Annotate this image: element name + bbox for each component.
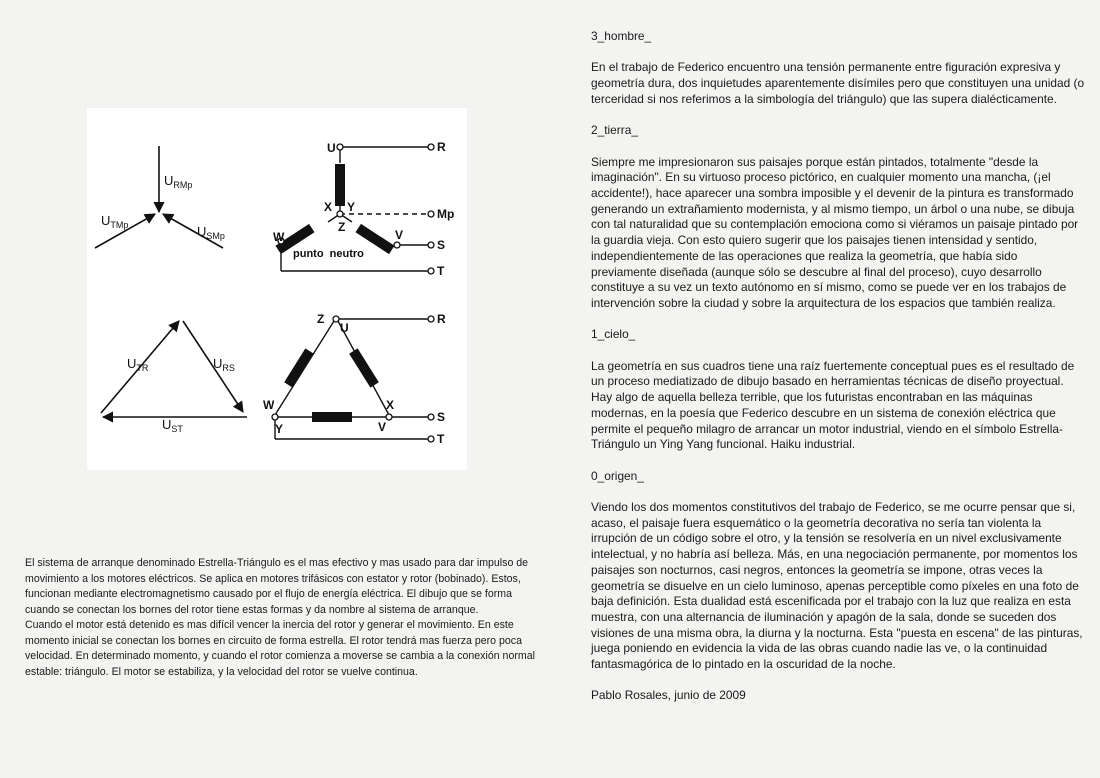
term-x: X <box>386 398 395 412</box>
coil-z-w <box>284 348 314 387</box>
line-mp: Mp <box>437 207 455 221</box>
term-u: U <box>340 321 349 335</box>
line-s: S <box>437 238 446 252</box>
star-circuit <box>273 140 454 278</box>
line-s: S <box>437 410 446 424</box>
term-v: V <box>378 420 387 434</box>
u-st-label: $U_{ST}$ <box>162 417 183 434</box>
section-body: La geometría en sus cuadros tiene una raíz fuertemente conceptual pues es el resultado de un proceso mediatizado de dibujo basado en herramientas técnicas de diseño proyectual. Hay algo de aquella belleza terrible, que los futuristas encontraban en las máquinas modernas, en la poesía que Federico descubre en un sistema de conexión eléctrica que permite el pequeño milagro de arrancar un motor industrial, viendo en el símbolo Estrella-Triángulo un Ying Yang funcional. Haiku industrial. <box>591 358 1075 452</box>
term-w: W <box>273 230 285 244</box>
caption-paragraph: Cuando el motor está detenido es mas difícil vencer la inercia del rotor y generar el movimiento. En este momento inicial se conectan los bornes en circuito de forma estrella. El rotor tendrá mas fuerza pero poca velocidad. En determinado momento, y cuando el rotor comienza a moverse se cambia a la conexión normal estable: triángulo. El motor se estabiliza, y la velocidad del rotor se vuelve continua. <box>25 619 535 678</box>
term-z: Z <box>317 312 325 326</box>
term-v: V <box>395 228 404 242</box>
signature: Pablo Rosales, junio de 2009 <box>591 688 746 703</box>
star-delta-diagram <box>87 108 467 470</box>
neutral-point-label: punto neutro <box>293 248 364 260</box>
term-x: X <box>324 200 333 214</box>
term-y: Y <box>347 200 356 214</box>
line-t: T <box>437 432 445 446</box>
section-body: En el trabajo de Federico encuentro una tensión permanente entre figuración expresiva y geometría dura, dos inquietudes aparentemente disímiles pero que constituyen una unidad (o terceridad si nos referimos a la simbología del triángulo) que las supera dialécticamente. <box>591 60 1085 106</box>
u-rmp-label: $U_{RMp}$ <box>164 173 193 190</box>
section-heading: 2_tierra_ <box>591 123 638 138</box>
term-w: W <box>263 398 275 412</box>
section-heading: 3_hombre_ <box>591 29 652 43</box>
term-z: Z <box>338 220 346 234</box>
line-t: T <box>437 264 445 278</box>
section-body: Siempre me impresionaron sus paisajes porque están pintados, totalmente "desde la imaginación". En su virtuoso proceso pictórico, en cualquier momento una mancha, (¡el accidente!), hace aparecer una sombra imposible y el devenir de la pintura es transformado generando un extrañamiento modernista, y al mismo tiempo, un árbol o una nube, se dibuja con tal naturalidad que su contemplación emociona como si viéramos un paisaje pintado por la guardia vieja. Con esto quiero sugerir que los paisajes tienen intensidad y sentido, independientemente de las operaciones que realiza la geometría, que había sido previamente diseñada (aunque sólo se descubre al final del proceso), cuyo desarrollo constituye a su vez un texto autónomo en sí mismo, como se puede ver en los trabajos de intervención sobre la ciudad y sobre la arquitectura de los espacios que también realiza. <box>591 154 1079 310</box>
caption-paragraph: El sistema de arranque denominado Estrella-Triángulo es el mas efectivo y mas usado para dar impulso de movimiento a los motores eléctricos. Se aplica en motores trifásicos con estator y rotor (bobinado). Estos, funcionan mediante electromagnetismo causado por el flujo de energía eléctrica. El dibujo que se forma cuando se conectan los bornes del rotor tiene estas formas y da nombre al sistema de arranque. <box>25 557 529 616</box>
section-heading: 1_cielo_ <box>591 327 636 342</box>
section-heading: 0_origen_ <box>591 468 644 483</box>
u-rs-label: $U_{RS}$ <box>213 356 235 373</box>
term-y: Y <box>275 422 284 436</box>
coil-y-v <box>312 412 352 422</box>
line-r: R <box>437 140 446 154</box>
diagram-caption <box>25 556 535 680</box>
section-body: Viendo los dos momentos constitutivos del trabajo de Federico, se me ocurre pensar que si, acaso, el paisaje fuera esquemático o la geometría decorativa no sería tan violenta la irrupción de un código sobre el otro, y la tensión se resolvería en un nivel exclusivamente intelectual, y no habría así belleza. Más, en una negociación permanente, por momentos los paisajes son nocturnos, casi negros, entonces la geometría se impone, otras veces la geometría se disuelve en un cielo luminoso, apenas perceptible como píxeles en una foto de baja definición. Esta dualidad está escenificada por el trabajo con la luz que realiza en esta muestra, con una alternancia de iluminación y apagón de la sala, donde se suceden dos visiones de una misma obra, la diurna y la nocturna. Esta "puesta en escena" de las pinturas, juega poniendo en evidencia la vida de las obras cuando nadie las ve, o la continuidad fantasmagórica de lo pintado en la oscuridad de la noche. <box>591 499 1083 672</box>
line-r: R <box>437 312 446 326</box>
u-smp-label: $U_{SMp}$ <box>197 224 225 241</box>
coil-u-x <box>335 164 345 206</box>
delta-circuit <box>263 312 446 446</box>
u-tmp-label: $U_{TMp}$ <box>101 213 129 230</box>
coil-u-x <box>349 348 379 387</box>
u-tr-label: $U_{TR}$ <box>127 356 149 373</box>
term-u: U <box>327 141 336 155</box>
essay-text <box>591 29 1086 704</box>
